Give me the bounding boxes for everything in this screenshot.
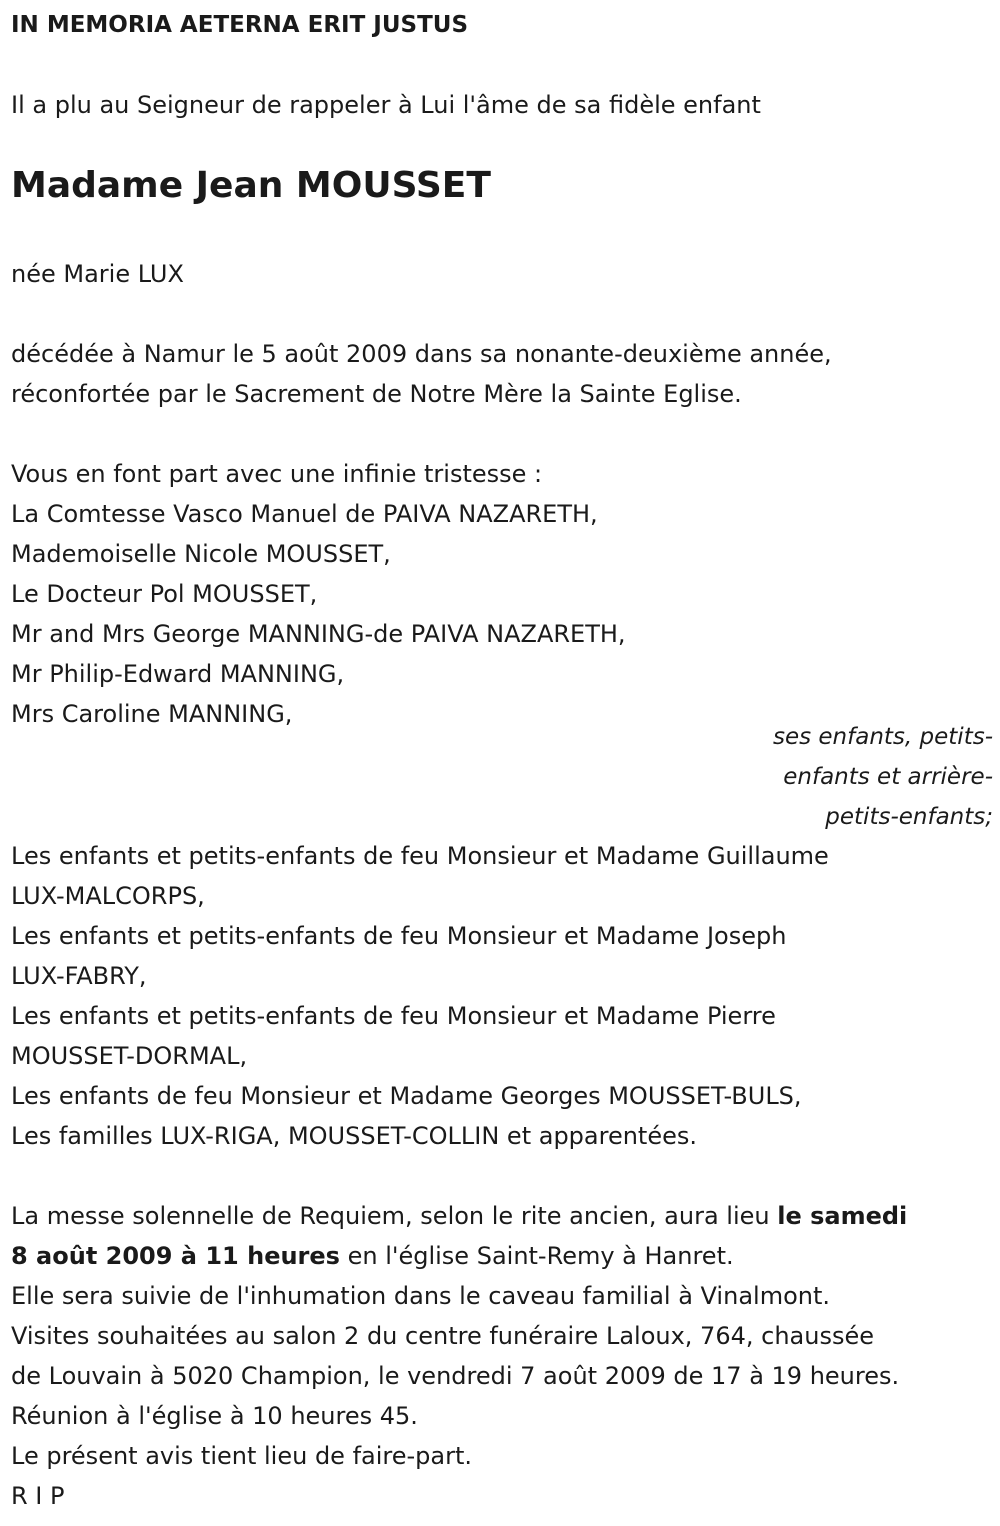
- relative-line: Les enfants et petits-enfants de feu Monsieur et Madame Joseph: [11, 922, 787, 950]
- mass-line-1: [11, 1196, 907, 1236]
- mass-text: La messe solennelle de Requiem, selon le rite ancien, aura lieu: [11, 1202, 778, 1230]
- relative-line: MOUSSET-DORMAL,: [11, 1042, 248, 1070]
- relative-line: Les familles LUX-RIGA, MOUSSET-COLLIN et apparentées.: [11, 1122, 698, 1150]
- deceased-name: Madame Jean MOUSSET: [11, 165, 491, 206]
- family-member: Mr and Mrs George MANNING-de PAIVA NAZARETH,: [11, 620, 626, 648]
- family-role-line: enfants et arrière-: [783, 764, 993, 790]
- family-member: La Comtesse Vasco Manuel de PAIVA NAZARETH,: [11, 500, 598, 528]
- relative-line: Les enfants et petits-enfants de feu Monsieur et Madame Guillaume: [11, 842, 829, 870]
- relative-line: Les enfants et petits-enfants de feu Monsieur et Madame Pierre: [11, 1002, 776, 1030]
- burial-text: Elle sera suivie de l'inhumation dans le caveau familial à Vinalmont.: [11, 1282, 830, 1310]
- family-role-line: petits-enfants;: [825, 804, 993, 830]
- birth-name: née Marie LUX: [11, 260, 184, 288]
- motto-heading: IN MEMORIA AETERNA ERIT JUSTUS: [11, 12, 469, 38]
- family-list: [11, 454, 626, 734]
- relative-line: LUX-FABRY,: [11, 962, 147, 990]
- notice-text: Le présent avis tient lieu de faire-part.: [11, 1442, 473, 1470]
- rip-text: R I P: [11, 1482, 65, 1510]
- family-role: [773, 717, 993, 837]
- death-notice: [11, 334, 832, 414]
- mass-date-time: 8 août 2009 à 11 heures: [11, 1242, 340, 1270]
- family-member: Mrs Caroline MANNING,: [11, 700, 293, 728]
- death-notice-line: décédée à Namur le 5 août 2009 dans sa nonante-deuxième année,: [11, 340, 832, 368]
- death-notice-line: réconfortée par le Sacrement de Notre Mère la Sainte Eglise.: [11, 380, 742, 408]
- relative-line: LUX-MALCORPS,: [11, 882, 205, 910]
- visits-text: de Louvain à 5020 Champion, le vendredi 7 août 2009 de 17 à 19 heures.: [11, 1362, 900, 1390]
- meeting-text: Réunion à l'église à 10 heures 45.: [11, 1402, 418, 1430]
- intro-text: Il a plu au Seigneur de rappeler à Lui l'âme de sa fidèle enfant: [11, 91, 761, 119]
- visits-text: Visites souhaitées au salon 2 du centre funéraire Laloux, 764, chaussée: [11, 1322, 874, 1350]
- family-member: Le Docteur Pol MOUSSET,: [11, 580, 318, 608]
- relative-line: Les enfants de feu Monsieur et Madame Georges MOUSSET-BULS,: [11, 1082, 802, 1110]
- family-intro: Vous en font part avec une infinie tristesse :: [11, 460, 543, 488]
- mass-line-2: [11, 1236, 907, 1276]
- family-role-line: ses enfants, petits-: [772, 724, 993, 750]
- mass-day: le samedi: [777, 1202, 908, 1230]
- mass-location: en l'église Saint-Remy à Hanret.: [339, 1242, 734, 1270]
- family-member: Mr Philip-Edward MANNING,: [11, 660, 345, 688]
- ceremony-details: [11, 1196, 907, 1516]
- family-member: Mademoiselle Nicole MOUSSET,: [11, 540, 391, 568]
- relatives-list: [11, 836, 829, 1156]
